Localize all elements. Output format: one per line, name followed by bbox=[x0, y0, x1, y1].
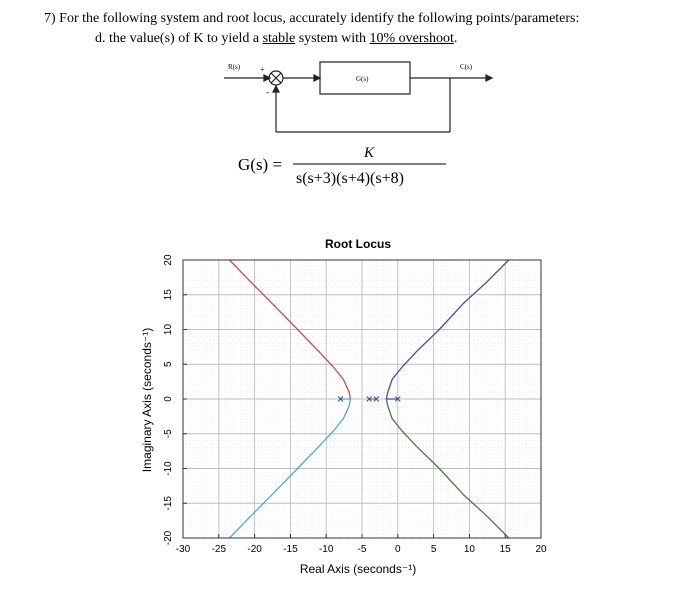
x-tick-label: 10 bbox=[463, 544, 475, 555]
part-label: d. bbox=[95, 31, 106, 46]
tf-denominator: s(s+3)(s+4)(s+8) bbox=[296, 170, 404, 187]
chart-title: Root Locus bbox=[325, 237, 391, 251]
x-tick-label: 5 bbox=[430, 544, 437, 555]
y-tick-label: -15 bbox=[163, 496, 174, 511]
input-label: R(s) bbox=[228, 63, 241, 71]
y-axis-label: Imaginary Axis (seconds⁻¹) bbox=[140, 327, 154, 473]
y-tick-label: 20 bbox=[163, 254, 174, 266]
x-tick-label: -30 bbox=[175, 544, 191, 555]
x-tick-label: -20 bbox=[247, 544, 262, 555]
block-label: G(s) bbox=[356, 75, 369, 83]
plus-sign: + bbox=[260, 65, 265, 74]
y-tick-label: -10 bbox=[163, 461, 174, 476]
y-tick-label: 5 bbox=[163, 361, 174, 368]
y-tick-label: -5 bbox=[163, 429, 174, 439]
tf-numerator: K bbox=[364, 145, 375, 161]
part-text-pre: the value(s) of K to yield a bbox=[109, 31, 260, 46]
question-text: For the following system and root locus, accurately identify the following points/parameters: bbox=[59, 11, 580, 26]
y-tick-label: 15 bbox=[163, 289, 174, 301]
tf-lhs: G(s) = bbox=[238, 155, 283, 174]
x-axis-label: Real Axis (seconds⁻¹) bbox=[299, 562, 417, 576]
chart-grid bbox=[183, 260, 541, 538]
y-tick-label: 10 bbox=[163, 323, 174, 336]
x-tick-label: 0 bbox=[395, 544, 401, 555]
x-tick-label: -15 bbox=[283, 544, 298, 555]
part-overshoot: 10% overshoot bbox=[369, 31, 454, 46]
x-tick-label: -25 bbox=[211, 544, 227, 555]
x-tick-label: -5 bbox=[357, 544, 367, 555]
part-text-end: . bbox=[453, 31, 458, 46]
y-tick-label: 0 bbox=[163, 396, 174, 402]
output-label: C(s) bbox=[460, 63, 473, 71]
part-stable: stable bbox=[262, 31, 296, 46]
part-text-mid: system with bbox=[298, 31, 366, 46]
x-tick-label: -10 bbox=[318, 544, 334, 555]
question-number: 7) bbox=[44, 11, 56, 26]
x-tick-label: 20 bbox=[535, 544, 547, 555]
x-tick-label: 15 bbox=[499, 544, 511, 555]
minus-sign: - bbox=[266, 87, 269, 97]
y-tick-label: -20 bbox=[163, 530, 174, 546]
